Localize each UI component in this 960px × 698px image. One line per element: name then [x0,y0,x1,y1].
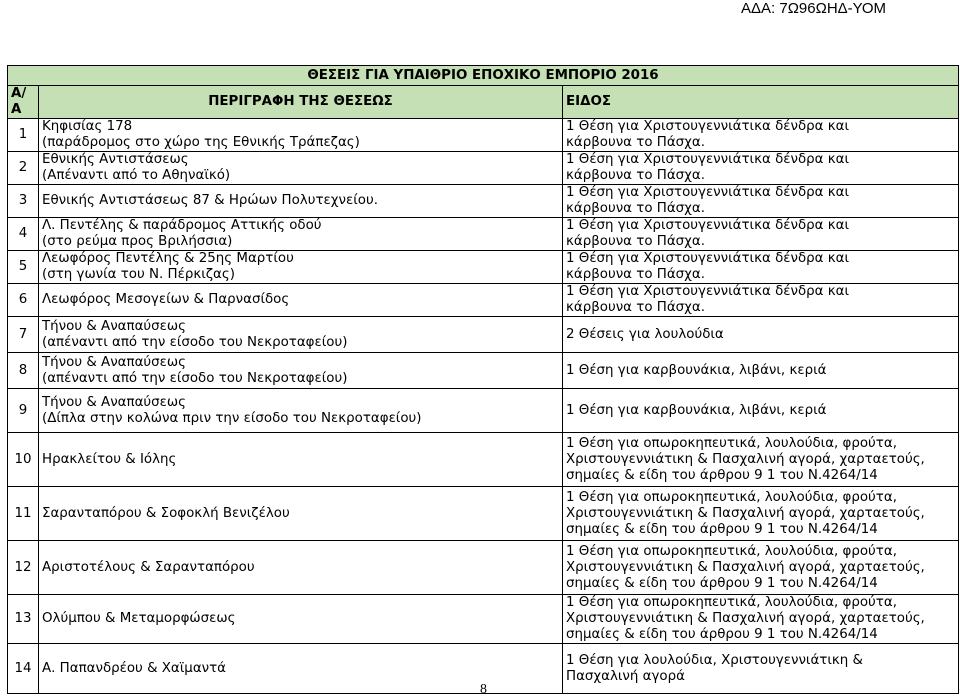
location-description [39,317,563,353]
location-description [39,218,563,251]
description-line: Α. Παπανδρέου & Χαϊμαντά [42,660,227,676]
description-line: Λεωφόρος Πεντέλης & 25ης Μαρτίου [42,251,294,266]
table-row [8,433,959,487]
description-line: (απέναντι από την είσοδο του Νεκροταφείου) [42,334,348,350]
kind-line: 1 Θέση για οπωροκηπευτικά, λουλούδια, φρούτα, [566,435,897,451]
description-line: Κηφισίας 178 [42,119,133,134]
description-line: (Απέναντι από το Αθηναϊκό) [42,168,231,183]
location-kind [563,218,959,251]
table-row [8,284,959,317]
kind-line: 1 Θέση για Χριστουγεννιάτικα δένδρα και [566,185,850,200]
table-row [8,185,959,218]
description-line: Τήνου & Αναπαύσεως [42,318,186,334]
kind-line: σημαίες & είδη του άρθρου 9 1 του Ν.4264/14 [566,467,878,483]
kind-line: Χριστουγεννιάτικη & Πασχαλινή αγορά, χαρταετούς, [566,505,925,521]
kind-line: 1 Θέση για Χριστουγεννιάτικα δένδρα και [566,152,850,167]
page-number: 8 [480,682,487,697]
row-number: 2 [8,152,39,185]
location-kind [563,284,959,317]
kind-line: 1 Θέση για οπωροκηπευτικά, λουλούδια, φρούτα, [566,595,897,610]
location-kind [563,541,959,595]
description-line: Λ. Πεντέλης & παράδρομος Αττικής οδού [42,218,322,233]
table-row [8,119,959,152]
kind-line: σημαίες & είδη του άρθρου 9 1 του Ν.4264/14 [566,627,878,642]
column-header-kind: ΕΙΔΟΣ [563,86,959,119]
row-number: 12 [8,541,39,595]
description-line: (στη γωνία του Ν. Πέρκιζας) [42,267,235,282]
kind-line: 1 Θέση για Χριστουγεννιάτικα δένδρα και [566,284,850,299]
location-kind [563,487,959,541]
description-line: (απέναντι από την είσοδο του Νεκροταφείου) [42,370,348,386]
description-line: Τήνου & Αναπαύσεως [42,394,186,410]
kind-line: 1 Θέση για Χριστουγεννιάτικα δένδρα και [566,251,850,266]
kind-line: Πασχαλινή αγορά [566,668,685,684]
location-description [39,541,563,595]
description-line: (Δίπλα στην κολώνα πριν την είσοδο του Νεκροταφείου) [42,410,422,426]
row-number: 8 [8,353,39,389]
location-kind [563,152,959,185]
ada-code: ΑΔΑ: 7Ω96ΩΗΔ-ΥΟΜ [741,0,886,17]
location-kind [563,433,959,487]
table-row [8,487,959,541]
kind-line: 2 Θέσεις για λουλούδια [566,326,724,342]
kind-line: 1 Θέση για Χριστουγεννιάτικα δένδρα και [566,218,850,233]
location-description [39,353,563,389]
row-number: 5 [8,251,39,284]
kind-line: 1 Θέση για Χριστουγεννιάτικα δένδρα και [566,119,850,134]
location-kind [563,595,959,644]
location-description [39,185,563,218]
description-line: Ηρακλείτου & Ιόλης [42,451,177,467]
table-row [8,218,959,251]
kind-line: κάρβουνα το Πάσχα. [566,300,705,315]
description-line: (στο ρεύμα προς Βριλήσσια) [42,234,233,249]
table-title: ΘΕΣΕΙΣ ΓΙΑ ΥΠΑΙΘΡΙΟ ΕΠΟΧΙΚΟ ΕΜΠΟΡΙΟ 2016 [8,66,959,86]
location-kind [563,119,959,152]
location-kind [563,251,959,284]
description-line: Εθνικής Αντιστάσεως [42,152,189,167]
kind-line: κάρβουνα το Πάσχα. [566,201,705,216]
table-row [8,353,959,389]
kind-line: 1 Θέση για οπωροκηπευτικά, λουλούδια, φρούτα, [566,543,897,559]
table-title-row [8,66,959,86]
location-description [39,487,563,541]
row-number: 6 [8,284,39,317]
row-number: 1 [8,119,39,152]
kind-line: 1 Θέση για καρβουνάκια, λιβάνι, κεριά [566,402,827,418]
table-row [8,317,959,353]
table-row [8,251,959,284]
description-line: Αριστοτέλους & Σαρανταπόρου [42,559,255,575]
column-header-description: ΠΕΡΙΓΡΑΦΗ ΤΗΣ ΘΕΣΕΩΣ [39,86,563,119]
location-description [39,251,563,284]
locations-table [7,65,959,694]
description-line: Σαρανταπόρου & Σοφοκλή Βενιζέλου [42,505,290,521]
column-header-number: Α/Α [8,86,39,119]
table-header-row [8,86,959,119]
location-description [39,389,563,433]
row-number: 4 [8,218,39,251]
row-number: 14 [8,644,39,694]
row-number: 9 [8,389,39,433]
kind-line: κάρβουνα το Πάσχα. [566,168,705,183]
description-line: Τήνου & Αναπαύσεως [42,354,186,370]
location-description [39,119,563,152]
row-number: 7 [8,317,39,353]
kind-line: 1 Θέση για οπωροκηπευτικά, λουλούδια, φρούτα, [566,489,897,505]
table-row [8,389,959,433]
description-line: (παράδρομος στο χώρο της Εθνικής Τράπεζας) [42,135,360,150]
kind-line: 1 Θέση για λουλούδια, Χριστουγεννιάτικη & [566,652,863,668]
table-row [8,595,959,644]
table-row [8,541,959,595]
description-line: Εθνικής Αντιστάσεως 87 & Ηρώων Πολυτεχνείου. [42,193,378,208]
location-kind [563,185,959,218]
description-line: Λεωφόρος Μεσογείων & Παρνασίδος [42,292,290,307]
kind-line: σημαίες & είδη του άρθρου 9 1 του Ν.4264/14 [566,521,878,537]
description-line: Ολύμπου & Μεταμορφώσεως [42,611,236,626]
location-kind [563,353,959,389]
kind-line: κάρβουνα το Πάσχα. [566,135,705,150]
kind-line: Χριστουγεννιάτικη & Πασχαλινή αγορά, χαρταετούς, [566,611,925,626]
location-description [39,152,563,185]
location-description [39,284,563,317]
kind-line: 1 Θέση για καρβουνάκια, λιβάνι, κεριά [566,362,827,378]
kind-line: Χριστουγεννιάτικη & Πασχαλινή αγορά, χαρταετούς, [566,559,925,575]
kind-line: Χριστουγεννιάτικη & Πασχαλινή αγορά, χαρταετούς, [566,451,925,467]
kind-line: σημαίες & είδη του άρθρου 9 1 του Ν.4264/14 [566,575,878,591]
location-kind [563,644,959,694]
kind-line: κάρβουνα το Πάσχα. [566,267,705,282]
location-description [39,595,563,644]
location-kind [563,389,959,433]
location-kind [563,317,959,353]
location-description [39,433,563,487]
row-number: 3 [8,185,39,218]
kind-line: κάρβουνα το Πάσχα. [566,234,705,249]
table-row [8,152,959,185]
row-number: 13 [8,595,39,644]
row-number: 10 [8,433,39,487]
row-number: 11 [8,487,39,541]
